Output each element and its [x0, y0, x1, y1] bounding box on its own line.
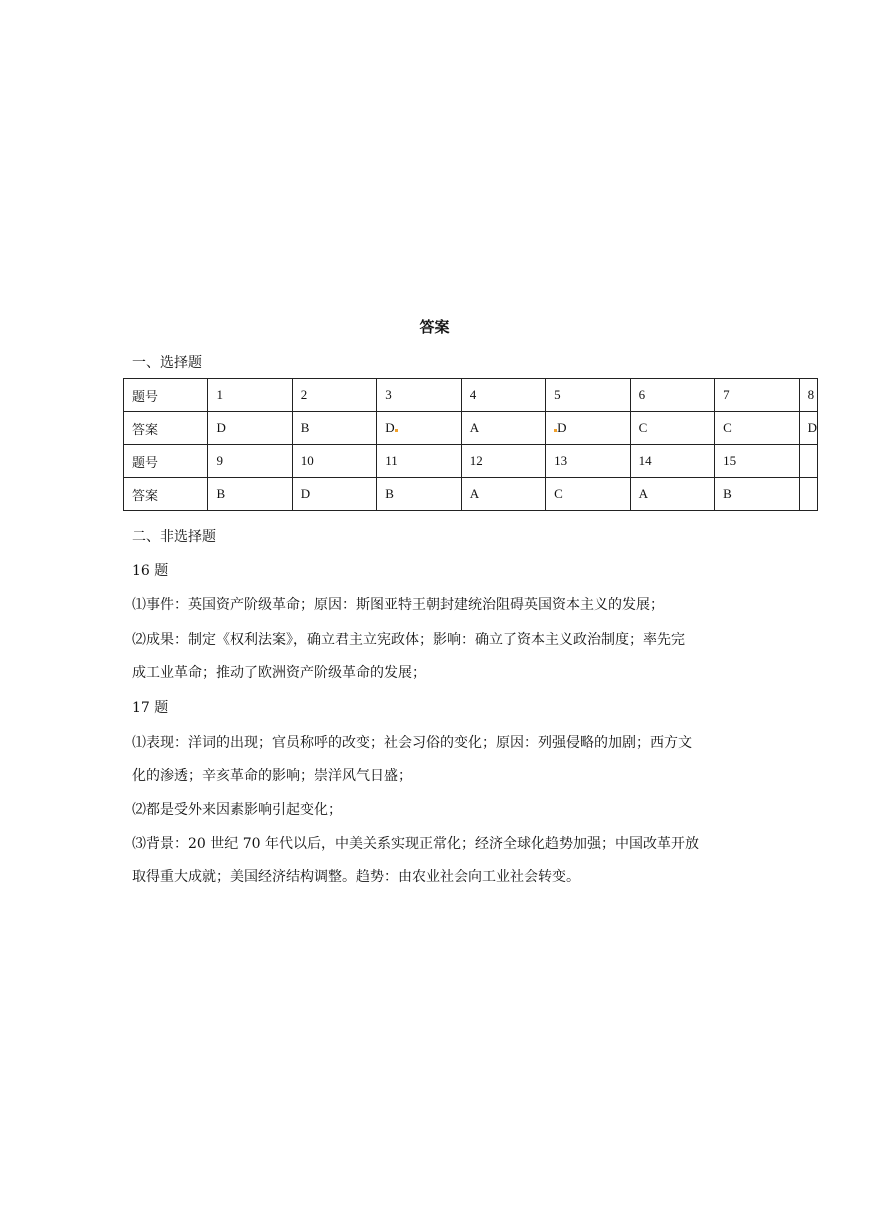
question-17-answer-3-line-2: 取得重大成就；美国经济结构调整。趋势：由农业社会向工业社会转变。 [132, 869, 580, 885]
question-17-label: 17 题 [132, 700, 169, 716]
table-cell: C [715, 412, 799, 445]
question-17-answer-2: ⑵都是受外来因素影响引起变化； [132, 802, 342, 818]
table-cell: 2 [292, 379, 376, 412]
cell-value: D [385, 420, 395, 435]
table-cell: 12 [461, 445, 545, 478]
table-cell: 8 [799, 379, 817, 412]
section-heading-multiple-choice: 一、选择题 [132, 355, 202, 371]
question-16-answer-2-line-1: ⑵成果：制定《权利法案》，确立君主立宪政体；影响：确立了资本主义政治制度；率先完 [132, 632, 685, 648]
question-16-answer-1: ⑴事件：英国资产阶级革命；原因：斯图亚特王朝封建统治阻碍英国资本主义的发展； [132, 597, 664, 613]
table-cell: A [461, 478, 545, 511]
cell-value: D [557, 420, 567, 435]
table-row [124, 379, 818, 412]
table-cell: 11 [377, 445, 461, 478]
question-17-answer-1-line-1: ⑴表现：洋词的出现；官员称呼的改变；社会习俗的变化；原因：列强侵略的加剧；西方文 [132, 735, 692, 751]
table-cell: 6 [630, 379, 714, 412]
table-cell: B [715, 478, 799, 511]
mark-dot-icon [395, 429, 398, 432]
table-cell [799, 478, 817, 511]
table-cell [799, 445, 817, 478]
table-cell: 5 [546, 379, 630, 412]
table-cell: 14 [630, 445, 714, 478]
table-cell: B [377, 478, 461, 511]
page-title: 答案 [419, 318, 450, 336]
table-cell: C [630, 412, 714, 445]
table-cell: 10 [292, 445, 376, 478]
row-label: 题号 [124, 379, 208, 412]
table-row [124, 478, 818, 511]
table-cell: B [292, 412, 376, 445]
table-cell: 3 [377, 379, 461, 412]
table-cell: B [208, 478, 292, 511]
table-cell [546, 412, 630, 445]
section-heading-non-choice: 二、非选择题 [132, 529, 216, 545]
table-cell: 15 [715, 445, 799, 478]
table-cell: 4 [461, 379, 545, 412]
question-16-label: 16 题 [132, 563, 169, 579]
table-cell [377, 412, 461, 445]
row-label: 题号 [124, 445, 208, 478]
table-cell: A [461, 412, 545, 445]
table-cell: 9 [208, 445, 292, 478]
table-cell: 13 [546, 445, 630, 478]
table-cell: 7 [715, 379, 799, 412]
table-cell: D [208, 412, 292, 445]
table-row [124, 445, 818, 478]
table-cell: D [799, 412, 817, 445]
question-16-answer-2-line-2: 成工业革命；推动了欧洲资产阶级革命的发展； [132, 665, 426, 681]
row-label: 答案 [124, 478, 208, 511]
question-17-answer-3-line-1: ⑶背景：20 世纪 70 年代以后，中美关系实现正常化；经济全球化趋势加强；中国改革开放 [132, 836, 699, 852]
table-cell: A [630, 478, 714, 511]
table-cell: 1 [208, 379, 292, 412]
question-17-answer-1-line-2: 化的渗透；辛亥革命的影响；崇洋风气日盛； [132, 768, 412, 784]
table-row [124, 412, 818, 445]
table-cell: C [546, 478, 630, 511]
answer-table [123, 378, 818, 511]
row-label: 答案 [124, 412, 208, 445]
table-cell: D [292, 478, 376, 511]
